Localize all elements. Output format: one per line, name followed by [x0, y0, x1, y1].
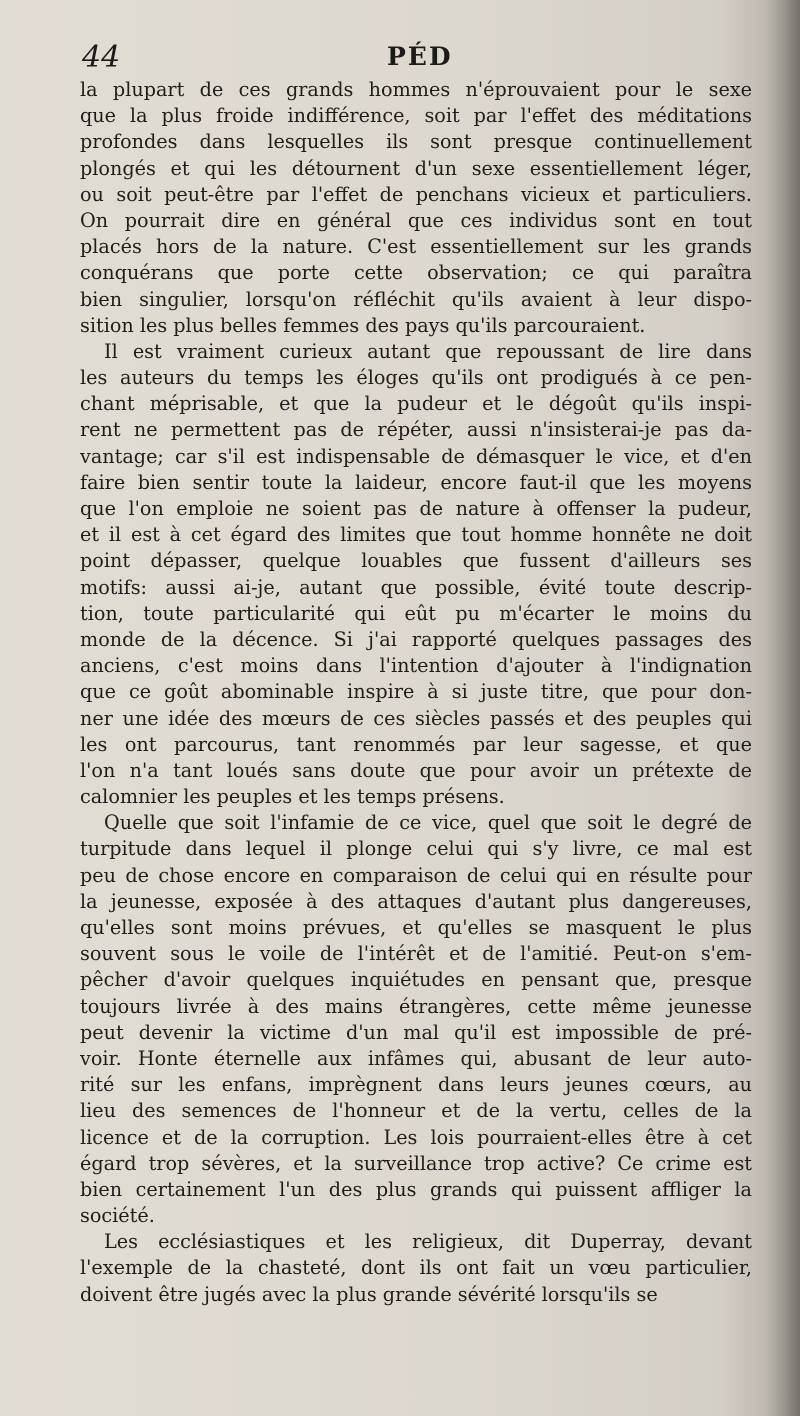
text-line: plongés et qui les détournent d'un sexe essentiellement léger,	[80, 156, 752, 180]
text-line: égard trop sévères, et la surveillance trop active? Ce crime est	[80, 1151, 752, 1175]
text-line: chant méprisable, et que la pudeur et le dégoût qu'ils inspi-	[80, 392, 752, 416]
text-line: Quelle que soit l'infamie de ce vice, quel que soit le degré de	[104, 811, 752, 835]
text-line: ou soit peut-être par l'effet de penchans vicieux et particuliers.	[80, 182, 752, 206]
text-line: vantage; car s'il est indispensable de démasquer le vice, et d'en	[80, 444, 752, 468]
text-line: rité sur les enfans, imprègnent dans leurs jeunes cœurs, au	[80, 1073, 752, 1097]
text-line: conquérans que porte cette observation; ce qui paraîtra	[80, 261, 752, 285]
text-line: motifs: aussi ai-je, autant que possible, évité toute descrip-	[80, 575, 752, 599]
text-line: anciens, c'est moins dans l'intention d'ajouter à l'indignation	[80, 654, 752, 678]
text-line: l'exemple de la chasteté, dont ils ont fait un vœu particulier,	[80, 1256, 752, 1280]
text-line: turpitude dans lequel il plonge celui qui s'y livre, ce mal est	[80, 837, 752, 861]
text-line: que la plus froide indifférence, soit par l'effet des méditations	[80, 104, 752, 128]
page-gutter-shadow	[766, 0, 800, 1416]
text-line: On pourrait dire en général que ces individus sont en tout	[80, 208, 752, 232]
text-line: point dépasser, quelque louables que fussent d'ailleurs ses	[80, 549, 752, 573]
text-line: les auteurs du temps les éloges qu'ils ont prodigués à ce pen-	[80, 366, 752, 390]
running-head: PÉD	[387, 42, 453, 71]
body-text	[80, 77, 752, 1308]
paragraph	[80, 1229, 752, 1308]
page-header	[82, 40, 752, 80]
paragraph	[80, 77, 752, 339]
text-line: tion, toute particularité qui eût pu m'écarter le moins du	[80, 601, 752, 625]
paragraph	[80, 810, 752, 1229]
text-line: souvent sous le voile de l'intérêt et de l'amitié. Peut-on s'em-	[80, 942, 752, 966]
text-line: les ont parcourus, tant renommés par leur sagesse, et que	[80, 732, 752, 756]
paragraph	[80, 339, 752, 810]
text-line: voir. Honte éternelle aux infâmes qui, abusant de leur auto-	[80, 1046, 752, 1070]
text-line: que l'on emploie ne soient pas de nature à offenser la pudeur,	[80, 497, 752, 520]
text-line: Les ecclésiastiques et les religieux, dit Duperray, devant	[104, 1230, 752, 1254]
text-line: société.	[80, 1204, 155, 1228]
text-line: la plupart de ces grands hommes n'éprouvaient pour le sexe	[80, 78, 752, 101]
text-line: pêcher d'avoir quelques inquiétudes en pensant que, presque	[80, 968, 752, 992]
text-line: toujours livrée à des mains étrangères, cette même jeunesse	[80, 994, 752, 1018]
text-line: et il est à cet égard des limites que tout homme honnête ne doit	[80, 523, 752, 547]
text-line: faire bien sentir toute la laideur, encore faut-il que les moyens	[80, 470, 752, 494]
text-line: monde de la décence. Si j'ai rapporté quelques passages des	[80, 627, 752, 651]
text-line: lieu des semences de l'honneur et de la vertu, celles de la	[80, 1099, 752, 1123]
text-line: qu'elles sont moins prévues, et qu'elles se masquent le plus	[80, 916, 752, 939]
text-line: peu de chose encore en comparaison de celui qui en résulte pour	[80, 863, 752, 887]
text-line: profondes dans lesquelles ils sont presque continuellement	[80, 130, 752, 154]
text-line: doivent être jugés avec la plus grande sévérité lorsqu'ils se	[80, 1282, 658, 1306]
text-line: ner une idée des mœurs de ces siècles passés et des peuples qui	[80, 706, 752, 730]
text-line: la jeunesse, exposée à des attaques d'autant plus dangereuses,	[80, 889, 752, 913]
page-number: 44	[82, 40, 121, 75]
text-line: l'on n'a tant loués sans doute que pour avoir un prétexte de	[80, 758, 752, 782]
text-line: Il est vraiment curieux autant que repoussant de lire dans	[104, 339, 752, 363]
text-line: sition les plus belles femmes des pays qu'ils parcouraient.	[80, 313, 646, 337]
text-line: bien singulier, lorsqu'on réfléchit qu'ils avaient à leur dispo-	[80, 287, 752, 311]
text-line: peut devenir la victime d'un mal qu'il est impossible de pré-	[80, 1020, 752, 1044]
text-line: placés hors de la nature. C'est essentiellement sur les grands	[80, 235, 752, 259]
text-line: licence et de la corruption. Les lois pourraient-elles être à cet	[80, 1125, 752, 1149]
text-line: que ce goût abominable inspire à si juste titre, que pour don-	[80, 680, 752, 704]
text-line: bien certainement l'un des plus grands qui puissent affliger la	[80, 1177, 752, 1201]
text-line: calomnier les peuples et les temps présens.	[80, 785, 505, 809]
text-line: rent ne permettent pas de répéter, aussi n'insisterai-je pas da-	[80, 418, 752, 442]
